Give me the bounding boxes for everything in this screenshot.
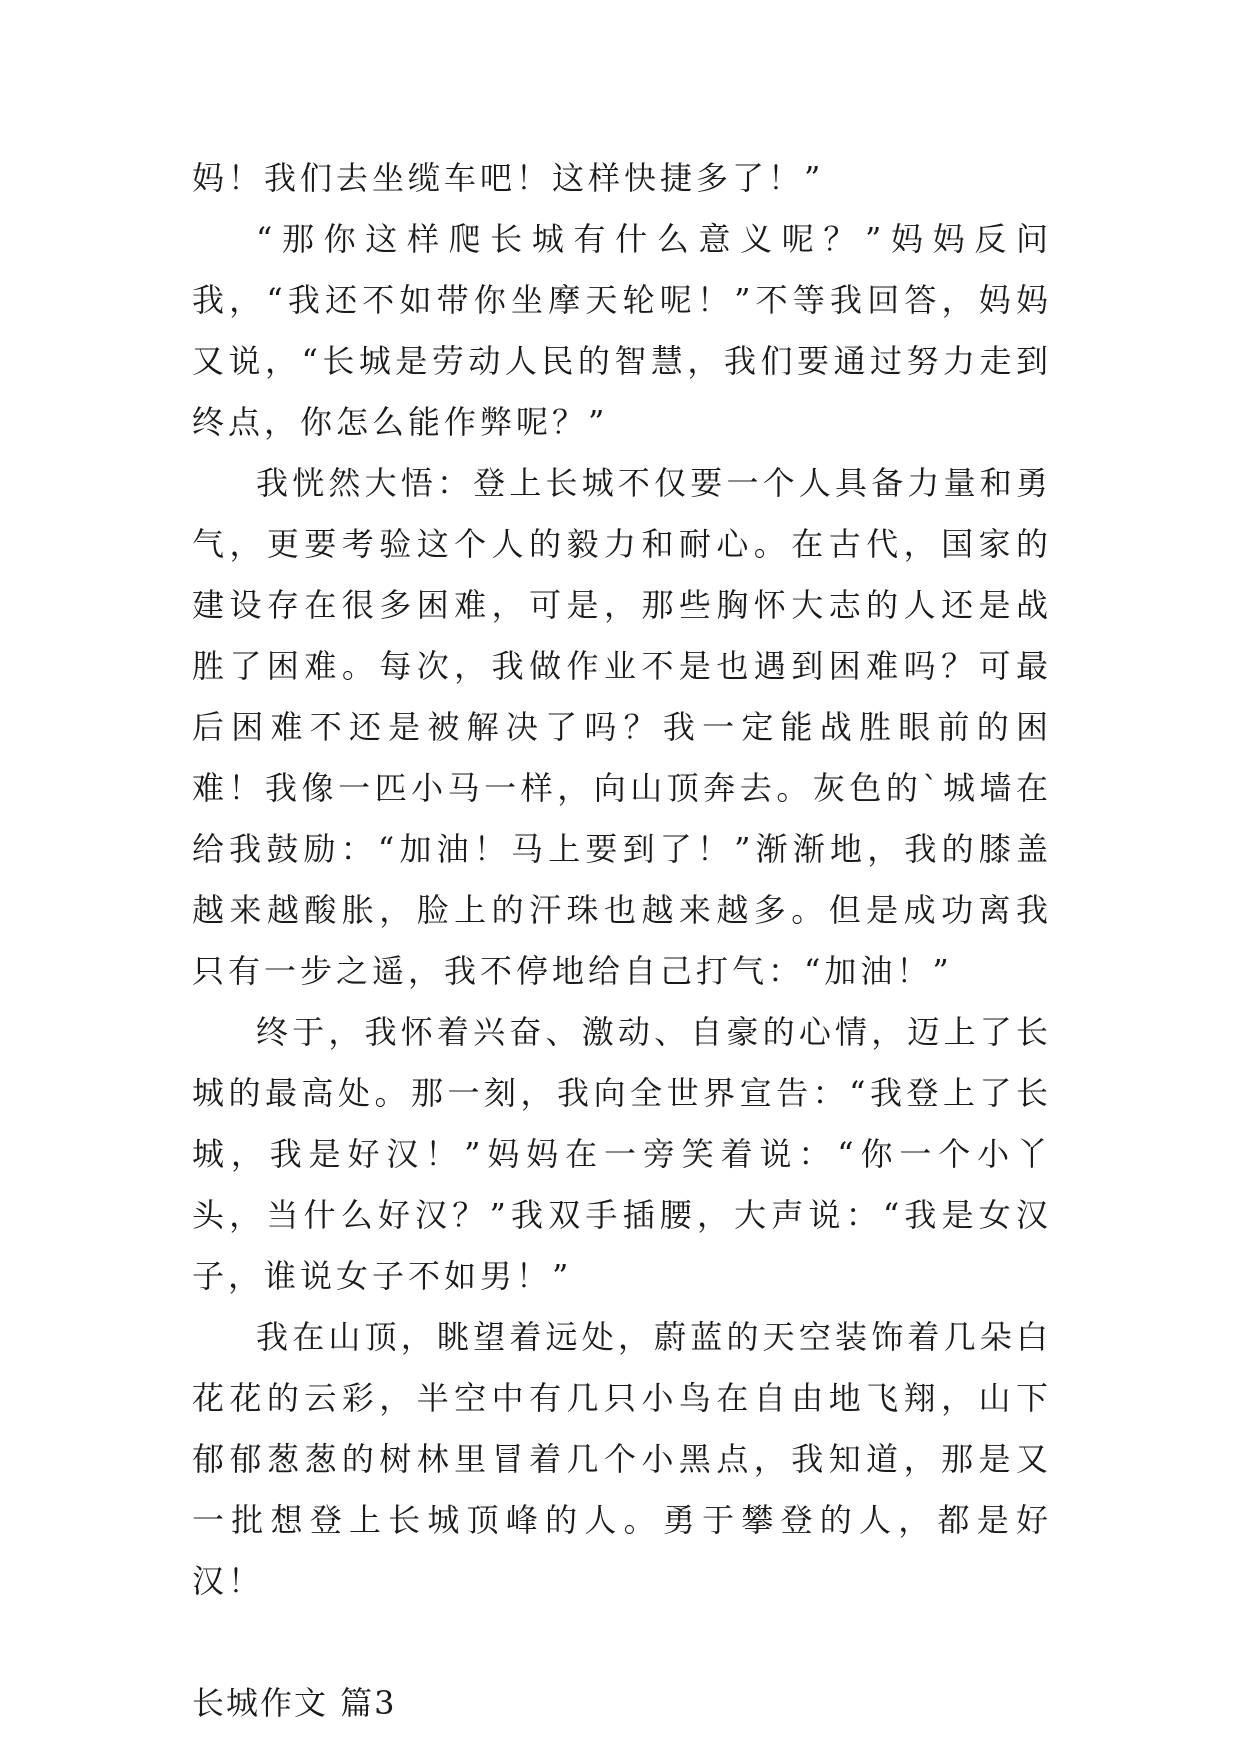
section-heading: 长城作文 篇3	[192, 1684, 397, 1722]
section-spacer	[192, 1612, 1052, 1673]
paragraph-1: 妈！我们去坐缆车吧！这样快捷多了！”	[192, 159, 825, 197]
paragraph-3: 我恍然大悟：登上长城不仅要一个人具备力量和勇气，更要考验这个人的毅力和耐心。在古代，国家的建设存在很多困难，可是，那些胸怀大志的人还是战胜了困难。每次，我做作业不是也遇到困难吗？可最后困难不还是被解决了吗？我一定能战胜眼前的困难！我像一匹小马一样，向山顶奔去。灰色的`城墙在给我鼓励：“加油！马上要到了！”渐渐地，我的膝盖越来越酸胀，脸上的汗珠也越来越多。但是成功离我只有一步之遥，我不停地给自己打气：“加油！”	[192, 464, 1052, 990]
paragraph-2: “那你这样爬长城有什么意义呢？”妈妈反问我，“我还不如带你坐摩天轮呢！”不等我回答，妈妈又说，“长城是劳动人民的智慧，我们要通过努力走到终点，你怎么能作弊呢？”	[192, 220, 1052, 441]
article-body	[192, 148, 1052, 1734]
paragraph-5: 我在山顶，眺望着远处，蔚蓝的天空装饰着几朵白花花的云彩，半空中有几只小鸟在自由地飞翔，山下郁郁葱葱的树林里冒着几个小黑点，我知道，那是又一批想登上长城顶峰的人。勇于攀登的人，都是好汉！	[192, 1318, 1052, 1600]
paragraph-4: 终于，我怀着兴奋、激动、自豪的心情，迈上了长城的最高处。那一刻，我向全世界宣告：“我登上了长城，我是好汉！”妈妈在一旁笑着说：“你一个小丫头，当什么好汉？”我双手插腰，大声说：“我是女汉子，谁说女子不如男！”	[192, 1013, 1052, 1295]
